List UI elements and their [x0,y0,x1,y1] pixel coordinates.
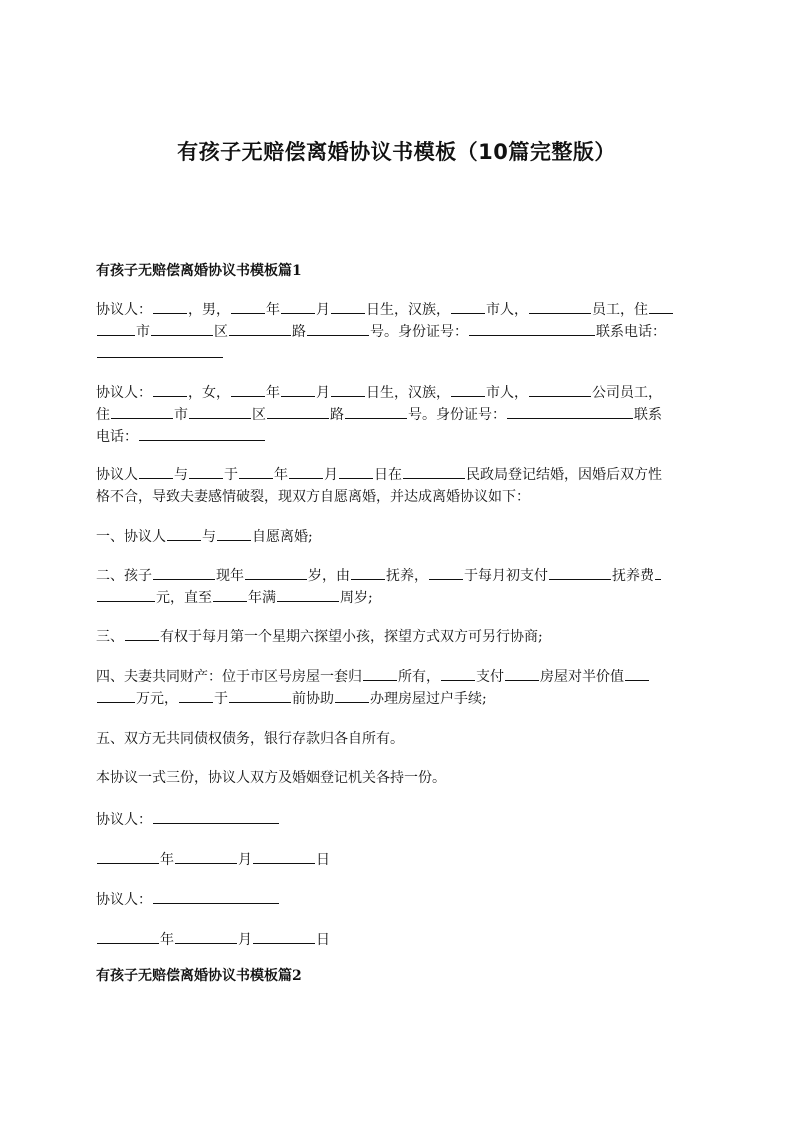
blank-line [253,849,315,864]
blank-line [229,688,291,703]
blank-line [239,464,273,479]
blank-line [529,382,591,397]
section-2-heading: 有孩子无赔偿离婚协议书模板篇2 [96,968,302,984]
blank-line [175,929,237,944]
blank-line [267,404,329,419]
blank-line [97,688,135,703]
blank-line [507,404,633,419]
blank-line [213,587,247,602]
blank-line [231,299,265,314]
blank-line [153,299,187,314]
party-1-paragraph: 协议人： ，男， 年 月 日生，汉族， 市人， 员工，住 市 区 路 号。身份证号： 联系电话： [96,299,702,365]
blank-line [549,565,611,580]
blank-line [125,626,159,641]
blank-line [153,565,215,580]
blank-line [253,929,315,944]
blank-line [139,426,265,441]
marriage-paragraph: 协议人 与 于 年 月 日在 民政局登记结婚，因婚后双方性 格不合，导致夫妻感情破裂，现双方自愿离婚，并达成离婚协议如下： [96,464,702,508]
blank-line [451,299,485,314]
blank-line [97,929,159,944]
clause-3: 三、 有权于每月第一个星期六探望小孩，探望方式双方可另行协商; [96,626,702,648]
blank-line [167,526,201,541]
blank-line [139,464,173,479]
blank-line [217,526,251,541]
blank-line [97,321,135,336]
signature-party-1: 协议人： [96,809,280,829]
blank-line [655,565,661,580]
blank-line [307,321,369,336]
blank-line [331,382,365,397]
blank-line [335,688,369,703]
copies-statement: 本协议一式三份，协议人双方及婚姻登记机关各持一份。 [96,770,446,786]
blank-line [429,565,463,580]
blank-line [111,404,173,419]
blank-line [351,565,385,580]
clause-2: 二、孩子 现年 岁，由 抚养， 于每月初支付 抚养费 元，直至 年满 周岁; [96,565,702,609]
blank-line [649,299,673,314]
blank-line [403,464,465,479]
signature-blank [153,809,279,824]
blank-line [229,321,291,336]
clause-4: 四、夫妻共同财产：位于市区号房屋一套归 所有， 支付 房屋对半价值 万元， 于 前协助 办理房屋过户手续; [96,666,702,710]
blank-line [189,404,251,419]
party-2-paragraph: 协议人： ，女， 年 月 日生，汉族， 市人， 公司员工， 住 市 区 路 号。身份证号： 联系 电话： [96,382,702,448]
blank-line [281,382,315,397]
signature-party-2: 协议人： [96,889,280,909]
signature-blank [153,889,279,904]
blank-line [179,688,213,703]
blank-line [345,404,407,419]
signature-date-1: 年 月 日 [96,849,330,869]
blank-line [151,321,213,336]
blank-line [441,666,475,681]
blank-line [97,587,155,602]
document-title: 有孩子无赔偿离婚协议书模板（10篇完整版） [177,140,616,164]
blank-line [505,666,539,681]
clause-5: 五、双方无共同债权债务，银行存款归各自所有。 [96,731,404,747]
blank-line [245,565,307,580]
blank-line [625,666,649,681]
blank-line [281,299,315,314]
blank-line [339,464,373,479]
blank-line [97,343,223,358]
blank-line [289,464,323,479]
blank-line [153,382,187,397]
blank-line [189,464,223,479]
blank-line [363,666,397,681]
clause-1: 一、协议人 与 自愿离婚; [96,526,702,548]
blank-line [231,382,265,397]
blank-line [277,587,339,602]
blank-line [97,849,159,864]
blank-line [331,299,365,314]
blank-line [451,382,485,397]
signature-date-2: 年 月 日 [96,929,330,949]
blank-line [529,299,591,314]
section-1-heading: 有孩子无赔偿离婚协议书模板篇1 [96,263,302,279]
blank-line [469,321,595,336]
blank-line [175,849,237,864]
